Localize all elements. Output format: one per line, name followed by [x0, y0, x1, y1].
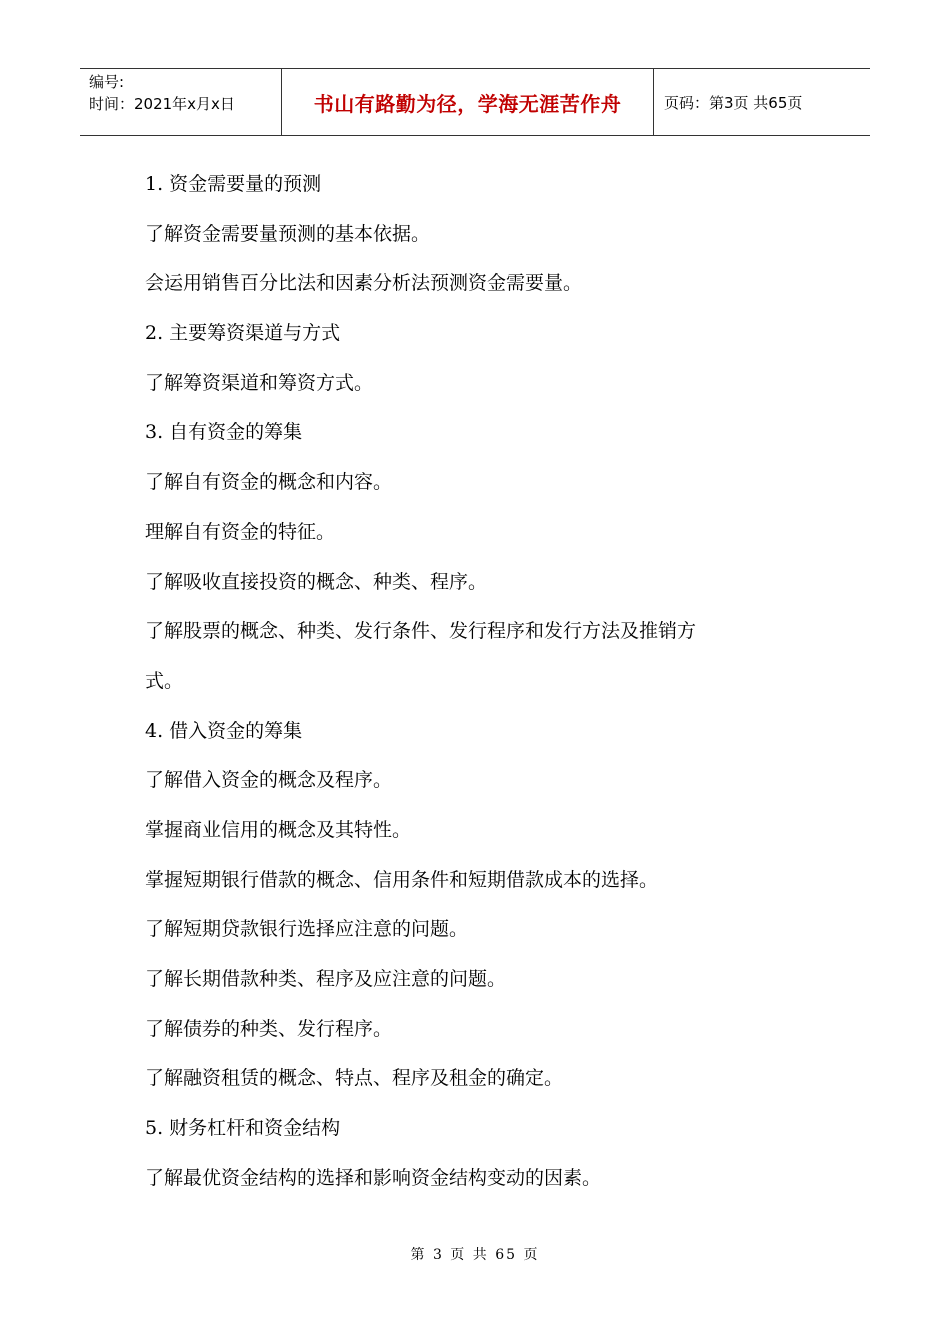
body-heading: 2. 主要筹资渠道与方式	[145, 322, 341, 345]
body-line: 了解长期借款种类、程序及应注意的问题。	[145, 968, 507, 990]
page-footer: 第 3 页 共 65 页	[410, 1247, 540, 1263]
body-line: 掌握商业信用的概念及其特性。	[145, 818, 412, 841]
body-line: 了解吸收直接投资的概念、种类、程序。	[145, 570, 488, 593]
body-line: 理解自有资金的特征。	[145, 520, 336, 543]
body-line: 了解短期贷款银行选择应注意的问题。	[145, 918, 469, 941]
body-heading: 1. 资金需要量的预测	[145, 173, 322, 195]
body-line: 了解资金需要量预测的基本依据。	[145, 222, 431, 245]
body-line: 会运用销售百分比法和因素分析法预测资金需要量。	[145, 272, 583, 295]
body-line: 了解筹资渠道和筹资方式。	[145, 371, 374, 394]
code-label: 编号:	[89, 73, 125, 91]
body-line: 式。	[145, 669, 184, 692]
header-motto-cell	[282, 69, 654, 135]
body-line: 了解债券的种类、发行程序。	[145, 1017, 393, 1040]
header-motto: 书山有路勤为径，学海无涯苦作舟	[313, 91, 622, 116]
body-heading: 3. 自有资金的筹集	[145, 421, 303, 444]
body-line: 掌握短期银行借款的概念、信用条件和短期借款成本的选择。	[145, 868, 659, 891]
body-heading: 5. 财务杠杆和资金结构	[145, 1117, 341, 1140]
header-meta	[80, 69, 282, 135]
body-line: 了解股票的概念、种类、发行条件、发行程序和发行方法及推销方	[145, 620, 697, 643]
body-line: 了解借入资金的概念及程序。	[145, 769, 393, 792]
page-header	[80, 68, 870, 136]
document-body	[145, 164, 825, 1207]
header-page-info: 页码：第3页 共65页	[664, 93, 803, 112]
time-label: 时间：2021年x月x日	[89, 95, 235, 113]
body-heading: 4. 借入资金的筹集	[145, 719, 303, 742]
body-line: 了解融资租赁的概念、特点、程序及租金的确定。	[145, 1067, 564, 1090]
body-line: 了解自有资金的概念和内容。	[145, 471, 393, 494]
body-line: 了解最优资金结构的选择和影响资金结构变动的因素。	[145, 1166, 602, 1189]
